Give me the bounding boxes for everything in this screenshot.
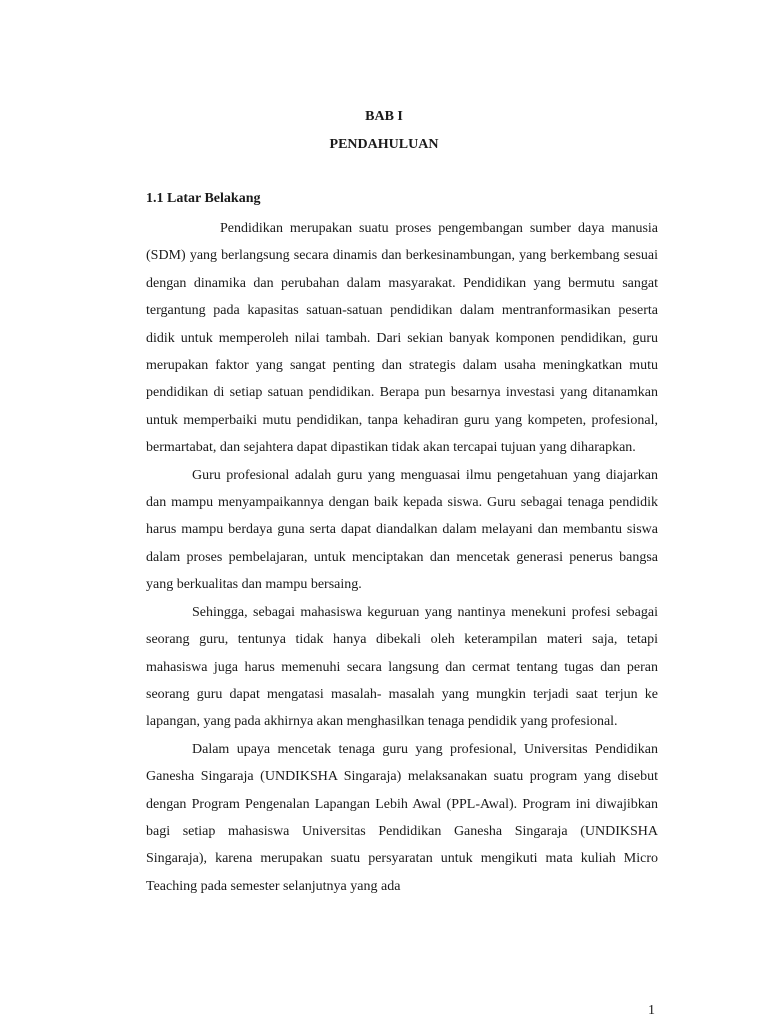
- body-text: [146, 215, 658, 900]
- page-number: 1: [648, 1003, 655, 1018]
- chapter-number: BAB I: [365, 109, 403, 124]
- paragraph-3: Sehingga, sebagai mahasiswa keguruan yang nantinya menekuni profesi sebagai seorang guru, tentunya tidak hanya dibekali oleh keterampilan materi saja, tetapi mahasiswa juga harus memenuhi secara langsung dan cermat tentang tugas dan peran seorang guru dapat mengatasi masalah- masalah yang mungkin terjadi saat terjun ke lapangan, yang pada akhirnya akan menghasilkan tenaga pendidik yang profesional.: [146, 604, 658, 730]
- chapter-title: PENDAHULUAN: [329, 137, 439, 152]
- paragraph-1: Pendidikan merupakan suatu proses pengembangan sumber daya manusia (SDM) yang berlangsung secara dinamis dan berkesinambungan, yang berkembang sesuai dengan dinamika dan perubahan dalam masyarakat. Pendidikan yang bermutu sangat tergantung pada kapasitas satuan-satuan pendidikan dalam mentranformasikan peserta didik untuk memperoleh nilai tambah. Dari sekian banyak komponen pendidikan, guru merupakan faktor yang sangat penting dan strategis dalam usaha meningkatkan mutu pendidikan di setiap satuan pendidikan. Berapa pun besarnya investasi yang ditanamkan untuk memperbaiki mutu pendidikan, tanpa kehadiran guru yang kompeten, profesional, bermartabat, dan sejahtera dapat dipastikan tidak akan tercapai tujuan yang diharapkan.: [146, 221, 658, 456]
- paragraph-4: Dalam upaya mencetak tenaga guru yang profesional, Universitas Pendidikan Ganesha Singaraja (UNDIKSHA Singaraja) melaksanakan suatu program yang disebut dengan Program Pengenalan Lapangan Lebih Awal (PPL-Awal). Program ini diwajibkan bagi setiap mahasiswa Universitas Pendidikan Ganesha Singaraja (UNDIKSHA Singaraja), karena merupakan suatu persyaratan untuk mengikuti mata kuliah Micro Teaching pada semester selanjutnya yang ada: [146, 741, 658, 894]
- paragraph-2: Guru profesional adalah guru yang menguasai ilmu pengetahuan yang diajarkan dan mampu menyampaikannya dengan baik kepada siswa. Guru sebagai tenaga pendidik harus mampu berdaya guna serta dapat diandalkan dalam melayani dan membantu siswa dalam proses pembelajaran, untuk menciptakan dan mencetak generasi penerus bangsa yang berkualitas dan mampu bersaing.: [146, 467, 658, 593]
- section-heading: 1.1 Latar Belakang: [146, 191, 261, 206]
